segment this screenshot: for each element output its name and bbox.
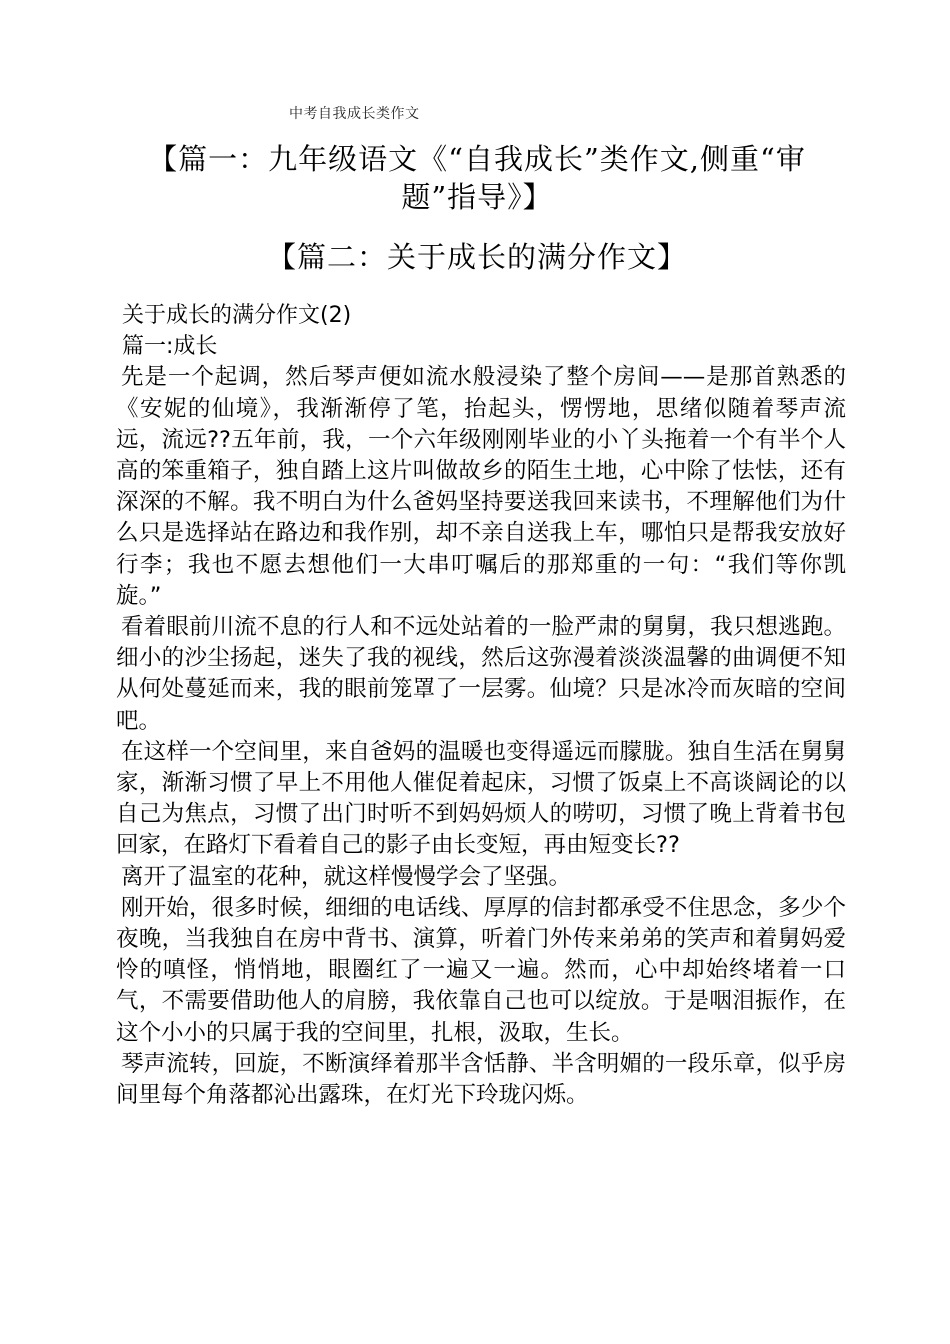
article-body — [116, 300, 846, 1111]
paragraph: 琴声流转，回旋，不断演绎着那半含恬静、半含明媚的一段乐章，似乎房间里每个角落都沁出露珠，在灯光下玲珑闪烁。 — [116, 1050, 846, 1109]
document-header: 中考自我成长类作文 — [289, 106, 420, 122]
heading-part-one: 【篇一：九年级语文《“自我成长”类作文,侧重“审题”指导》】 — [148, 142, 806, 214]
paragraph: 在这样一个空间里，来自爸妈的温暖也变得遥远而朦胧。独自生活在舅舅家，渐渐习惯了早上不用他人催促着起床，习惯了饭桌上不高谈阔论的以自己为焦点，习惯了出门时听不到妈妈烦人的唠叨，习惯了晚上背着书包回家，在路灯下看着自己的影子由长变短，再由短变长?? — [116, 738, 846, 859]
paragraph: 刚开始，很多时候，细细的电话线、厚厚的信封都承受不住思念，多少个夜晚，当我独自在房中背书、演算，听着门外传来弟弟的笑声和着舅妈爱怜的嗔怪，悄悄地，眼圈红了一遍又一遍。然而，心中却始终堵着一口气，不需要借助他人的肩膀，我依靠自己也可以绽放。于是咽泪振作，在这个小小的只属于我的空间里，扎根，汲取，生长。 — [116, 894, 846, 1046]
section-title: 篇一:成长 — [122, 334, 218, 360]
paragraph: 先是一个起调，然后琴声便如流水般浸染了整个房间——是那首熟悉的《安妮的仙境》，我渐渐停了笔，抬起头，愣愣地，思绪似随着琴声流远，流远??五年前，我，一个六年级刚刚毕业的小丫头拖着一个有半个人高的笨重箱子，独自踏上这片叫做故乡的陌生土地，心中除了怯怯，还有深深的不解。我不明白为什么爸妈坚持要送我回来读书，不理解他们为什么只是选择站在路边和我作别，却不亲自送我上车，哪怕只是帮我安放好行李；我也不愿去想他们一大串叮嘱后的那郑重的一句：“我们等你凯旋。” — [116, 364, 846, 609]
paragraph: 离开了温室的花种，就这样慢慢学会了坚强。 — [121, 863, 572, 890]
heading-part-two: 【篇二：关于成长的满分作文】 — [266, 240, 687, 274]
paragraph: 看着眼前川流不息的行人和不远处站着的一脸严肃的舅舅，我只想逃跑。细小的沙尘扬起，迷失了我的视线，然后这弥漫着淡淡温馨的曲调便不知从何处蔓延而来，我的眼前笼罩了一层雾。仙境？只是冰冷而灰暗的空间吧。 — [116, 614, 846, 734]
article-title: 关于成长的满分作文(2) — [122, 303, 352, 328]
